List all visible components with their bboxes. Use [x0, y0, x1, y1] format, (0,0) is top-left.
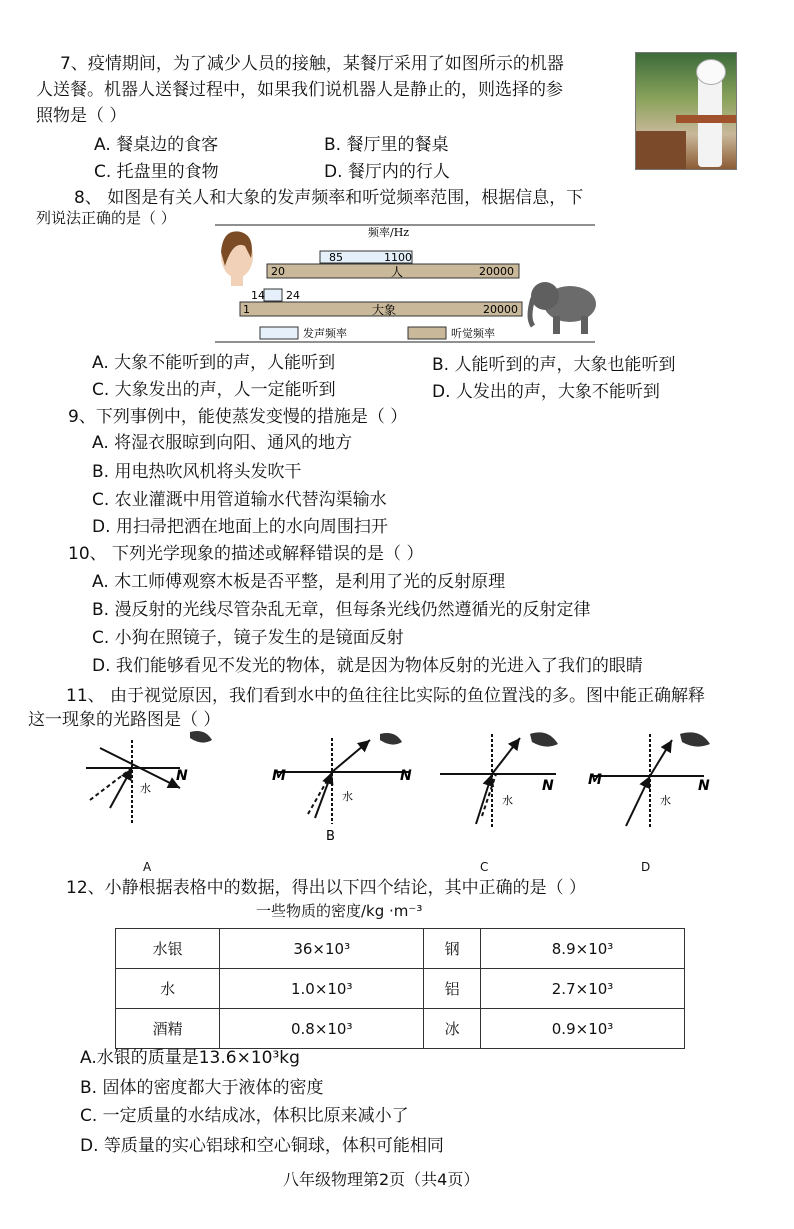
diagram-b-label: B	[326, 829, 335, 844]
frequency-range-chart	[215, 222, 600, 344]
table-cell: 水银	[116, 929, 220, 969]
table-row	[116, 929, 685, 969]
elephant-voice-bar	[264, 289, 282, 301]
q7-option-b: B. 餐厅里的餐桌	[324, 135, 449, 155]
elephant-voice-low: 14	[251, 289, 265, 302]
diagram-c-label: C	[480, 860, 489, 874]
chart-header: 频率/Hz	[368, 226, 410, 239]
table-cell: 冰	[424, 1009, 481, 1049]
table-cell: 铝	[424, 969, 481, 1009]
diagram-b	[272, 733, 412, 844]
table-cell: 1.0×10³	[220, 969, 424, 1009]
table-cell: 0.9×10³	[481, 1009, 685, 1049]
legend-hear-swatch	[408, 327, 446, 339]
q8-option-b: B. 人能听到的声，大象也能听到	[432, 355, 676, 375]
q8-option-a: A. 大象不能听到的声，人能听到	[92, 353, 336, 373]
human-hear-high: 20000	[479, 265, 514, 278]
q10-option-d: D. 我们能够看见不发光的物体，就是因为物体反射的光进入了我们的眼睛	[92, 656, 643, 676]
q9-option-d: D. 用扫帚把洒在地面上的水向周围扫开	[92, 517, 388, 537]
q7-line3: 照物是（ ）	[36, 106, 127, 126]
density-table-title: 一些物质的密度/kg ·m⁻³	[256, 902, 423, 920]
q7-option-d: D. 餐厅内的行人	[324, 162, 450, 182]
diagram-a-label: A	[143, 860, 152, 874]
q11-line1: 11、 由于视觉原因，我们看到水中的鱼往往比实际的鱼位置浅的多。图中能正确解释	[66, 686, 706, 706]
human-hear-low: 20	[271, 265, 285, 278]
q7-option-a: A. 餐桌边的食客	[94, 135, 219, 155]
elephant-hear-low: 1	[243, 303, 250, 316]
q7-option-c: C. 托盘里的食物	[94, 162, 219, 182]
legend-voice-swatch	[260, 327, 298, 339]
q8-line1: 8、 如图是有关人和大象的发声频率和听觉频率范围，根据信息，下	[74, 188, 584, 208]
q12-option-d: D. 等质量的实心铝球和空心铜球，体积可能相同	[80, 1136, 444, 1156]
q10-option-b: B. 漫反射的光线尽管杂乱无章，但每条光线仍然遵循光的反射定律	[92, 600, 591, 620]
page-footer: 八年级物理第2页（共4页）	[283, 1170, 480, 1189]
legend-voice: 发声频率	[303, 327, 347, 340]
legend-hear: 听觉频率	[451, 327, 495, 340]
q7-line1: 7、疫情期间，为了减少人员的接触，某餐厅采用了如图所示的机器	[60, 54, 564, 74]
svg-text:M: M	[588, 772, 602, 788]
svg-text:N: N	[698, 778, 710, 794]
q9-option-b: B. 用电热吹风机将头发吹干	[92, 462, 302, 482]
q9-option-a: A. 将湿衣服晾到向阳、通风的地方	[92, 433, 353, 453]
elephant-icon	[530, 282, 596, 334]
svg-text:水: 水	[660, 794, 671, 807]
q12-option-a: A.水银的质量是13.6×10³kg	[80, 1048, 300, 1068]
q11-line2: 这一现象的光路图是（ ）	[28, 710, 221, 730]
q9-option-c: C. 农业灌溉中用管道输水代替沟渠输水	[92, 490, 387, 510]
light-path-diagrams	[80, 728, 720, 873]
table-cell: 0.8×10³	[220, 1009, 424, 1049]
human-voice-high: 1100	[384, 251, 412, 264]
density-table	[115, 928, 685, 1049]
q8-option-c: C. 大象发出的声，人一定能听到	[92, 380, 336, 400]
q12-stem: 12、小静根据表格中的数据，得出以下四个结论，其中正确的是（ ）	[66, 878, 587, 898]
svg-text:水: 水	[140, 782, 151, 795]
woman-head-icon	[221, 231, 253, 286]
table-row	[116, 1009, 685, 1049]
q8-line2: 列说法正确的是（ ）	[36, 209, 176, 227]
q12-option-c: C. 一定质量的水结成冰，体积比原来减小了	[80, 1106, 409, 1126]
diagram-d-label: D	[641, 860, 651, 874]
svg-text:水: 水	[502, 794, 513, 807]
diagram-a	[86, 731, 212, 824]
q9-stem: 9、下列事例中，能使蒸发变慢的措施是（ ）	[68, 407, 408, 427]
svg-text:N: N	[176, 768, 188, 784]
diagram-c	[440, 732, 558, 828]
svg-text:水: 水	[342, 790, 353, 803]
svg-text:N: N	[400, 768, 412, 784]
table-cell: 钢	[424, 929, 481, 969]
q12-option-b: B. 固体的密度都大于液体的密度	[80, 1078, 324, 1098]
q10-option-c: C. 小狗在照镜子，镜子发生的是镜面反射	[92, 628, 404, 648]
human-voice-low: 85	[329, 251, 343, 264]
q10-stem: 10、 下列光学现象的描述或解释错误的是（ ）	[68, 544, 424, 564]
q7-line2: 人送餐。机器人送餐过程中，如果我们说机器人是静止的，则选择的参	[36, 80, 563, 100]
svg-text:M: M	[272, 768, 286, 784]
elephant-hear-high: 20000	[483, 303, 518, 316]
q10-option-a: A. 木工师傅观察木板是否平整，是利用了光的反射原理	[92, 572, 506, 592]
robot-waiter-photo	[635, 52, 737, 170]
diagram-d	[588, 732, 710, 828]
svg-text:N: N	[542, 778, 554, 794]
table-cell: 8.9×10³	[481, 929, 685, 969]
elephant-voice-high: 24	[286, 289, 300, 302]
table-cell: 水	[116, 969, 220, 1009]
table-cell: 酒精	[116, 1009, 220, 1049]
table-row	[116, 969, 685, 1009]
elephant-label: 大象	[372, 303, 397, 317]
q8-option-d: D. 人发出的声，大象不能听到	[432, 382, 660, 402]
human-label: 人	[391, 265, 404, 279]
table-cell: 36×10³	[220, 929, 424, 969]
table-cell: 2.7×10³	[481, 969, 685, 1009]
